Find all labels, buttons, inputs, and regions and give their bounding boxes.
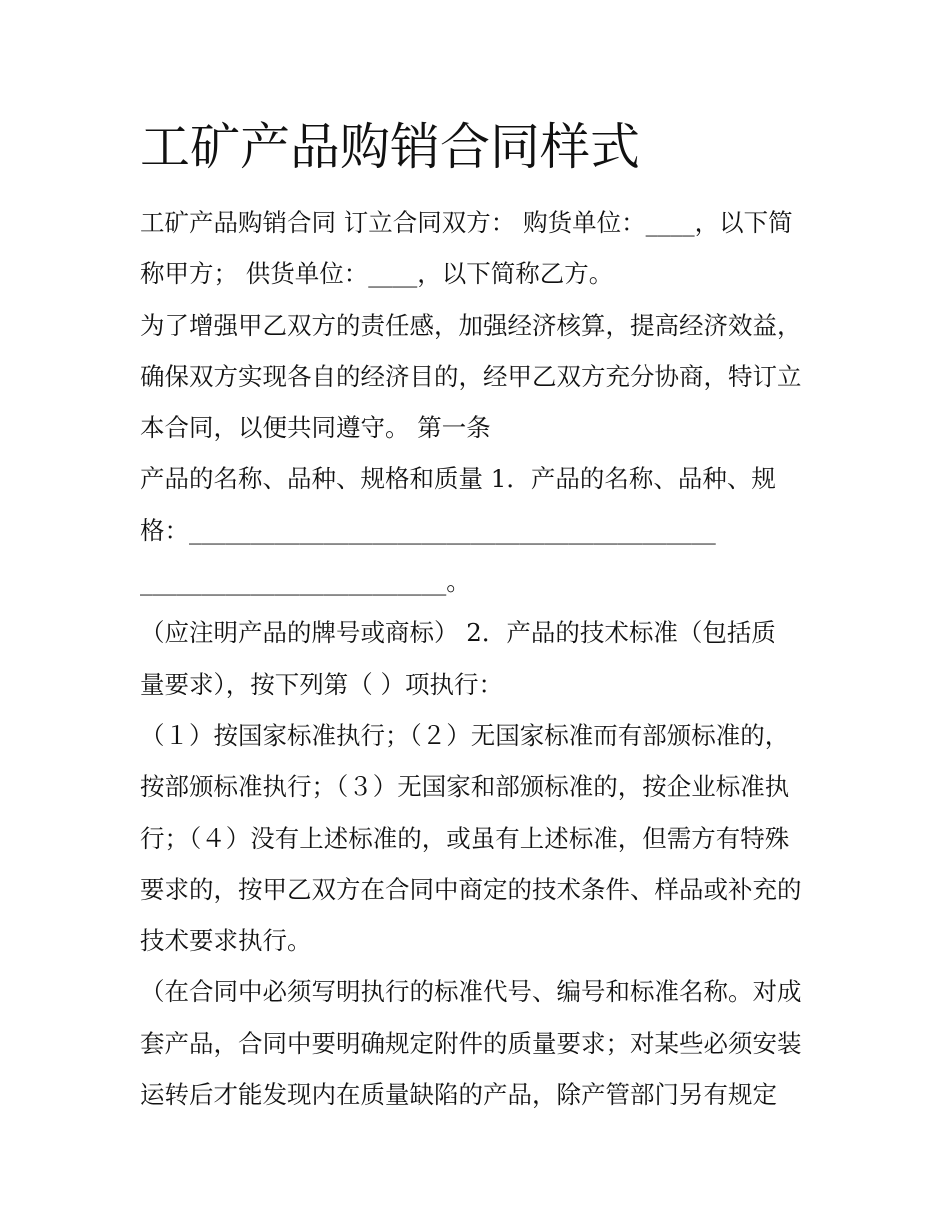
text-line: 按部颁标准执行；（３）无国家和部颁标准的，按企业标准执 bbox=[140, 772, 790, 802]
paragraph-standard-options bbox=[140, 710, 820, 966]
document-title: 工矿产品购销合同样式 bbox=[140, 118, 640, 176]
text-line: 要求的，按甲乙双方在合同中商定的技术条件、样品或补充的 bbox=[140, 874, 802, 904]
paragraph-purpose bbox=[140, 300, 820, 454]
text-line: （在合同中必须写明执行的标准代号、编号和标准名称。对成 bbox=[140, 977, 802, 1007]
text-line: 确保双方实现各自的经济目的，经甲乙双方充分协商，特订立 bbox=[140, 361, 802, 391]
text-line: （１）按国家标准执行；（２）无国家标准而有部颁标准的， bbox=[140, 720, 790, 750]
text-line: 为了增强甲乙双方的责任感，加强经济核算，提高经济效益， bbox=[140, 310, 802, 340]
paragraph-product-name bbox=[140, 453, 820, 607]
text-line: 量要求），按下列第（ ）项执行： bbox=[140, 669, 504, 699]
text-line: 运转后才能发现内在质量缺陷的产品，除产管部门另有规定 bbox=[140, 1080, 777, 1110]
text-line: 称甲方； 供货单位：____，以下简称乙方。 bbox=[140, 259, 614, 289]
paragraph-parties bbox=[140, 197, 820, 300]
text-line: 格：___________________________________________ bbox=[140, 515, 716, 545]
text-line: 产品的名称、品种、规格和质量 1．产品的名称、品种、规 bbox=[140, 464, 776, 494]
text-line: （应注明产品的牌号或商标） 2．产品的技术标准（包括质 bbox=[140, 618, 776, 648]
paragraph-standard-note bbox=[140, 966, 820, 1120]
text-line: 行；（４）没有上述标准的，或虽有上述标准，但需方有特殊 bbox=[140, 823, 790, 853]
text-line: 套产品，合同中要明确规定附件的质量要求；对某些必须安装 bbox=[140, 1028, 802, 1058]
text-line: 技术要求执行。 bbox=[140, 926, 312, 956]
text-line: 本合同，以便共同遵守。 第一条 bbox=[140, 413, 491, 443]
text-line: _________________________。 bbox=[140, 567, 471, 597]
text-line: 工矿产品购销合同 订立合同双方： 购货单位：____，以下简 bbox=[140, 208, 793, 237]
paragraph-technical-standard bbox=[140, 607, 820, 710]
document-body bbox=[140, 197, 820, 1120]
